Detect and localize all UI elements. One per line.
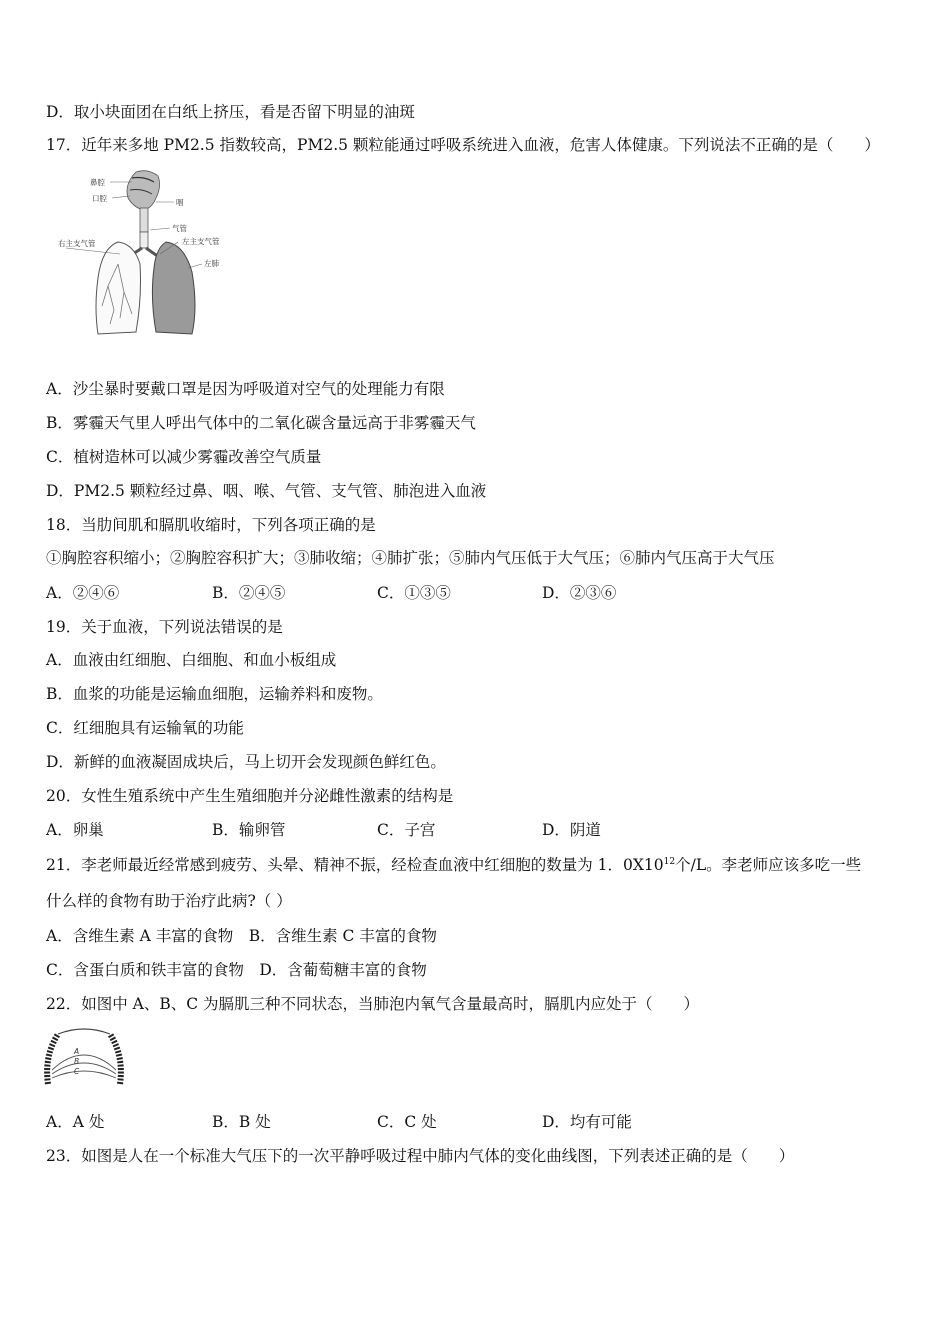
q21-stem-before: 21．李老师最近经常感到疲劳、头晕、精神不振，经检查血液中红细胞的数量为 1．0X10 [46, 856, 664, 874]
q22-option-d: D．均有可能 [542, 1113, 632, 1131]
q17-option-b: B．雾霾天气里人呼出气体中的二氧化碳含量远高于非雾霾天气 [46, 414, 476, 432]
q20-option-a: A．卵巢 [46, 821, 104, 839]
respiratory-system-figure [56, 168, 246, 340]
q22-option-a: A．A 处 [46, 1113, 105, 1131]
label-right-bronchus: 右主支气管 [58, 239, 96, 248]
label-left-lung: 左肺 [204, 259, 219, 268]
label-trachea: 气管 [172, 224, 187, 233]
label-nasal: 鼻腔 [90, 178, 105, 187]
label-b: B [74, 1057, 80, 1066]
diaphragm-figure [44, 1026, 124, 1086]
label-pharynx: 咽 [176, 198, 184, 207]
q18-option-c: C．①③⑤ [377, 584, 451, 602]
q19-option-b: B．血浆的功能是运输血细胞，运输养料和废物。 [46, 685, 383, 703]
q19-option-a: A．血液由红细胞、白细胞、和血小板组成 [46, 651, 337, 669]
q21-stem-line2: 什么样的食物有助于治疗此病?（ ） [46, 892, 292, 910]
q17-option-d: D．PM2.5 颗粒经过鼻、咽、喉、气管、支气管、肺泡进入血液 [46, 482, 487, 500]
q17-stem: 17．近年来多地 PM2.5 指数较高，PM2.5 颗粒能通过呼吸系统进入血液，危害人体健康。下列说法不正确的是（ ） [46, 136, 880, 154]
label-mouth: 口腔 [92, 194, 107, 203]
q18-option-a: A．②④⑥ [46, 584, 120, 602]
q22-option-c: C．C 处 [377, 1113, 437, 1131]
q17-option-a: A．沙尘暴时要戴口罩是因为呼吸道对空气的处理能力有限 [46, 380, 445, 398]
q21-options-row2: C．含蛋白质和铁丰富的食物 D．含葡萄糖丰富的食物 [46, 961, 427, 979]
q16-option-d: D．取小块面团在白纸上挤压，看是否留下明显的油斑 [46, 103, 415, 121]
q22-stem: 22．如图中 A、B、C 为膈肌三种不同状态，当肺泡内氧气含量最高时，膈肌内应处于（ ） [46, 995, 700, 1013]
q19-option-c: C．红细胞具有运输氧的功能 [46, 719, 244, 737]
q20-option-c: C．子宫 [377, 821, 436, 839]
q20-option-b: B．输卵管 [212, 821, 286, 839]
q17-option-c: C．植树造林可以减少雾霾改善空气质量 [46, 448, 322, 466]
label-a: A [74, 1047, 80, 1056]
q23-stem: 23．如图是人在一个标准大气压下的一次平静呼吸过程中肺内气体的变化曲线图，下列表述正确的是（ ） [46, 1147, 795, 1165]
q21-stem-exponent: 12 [663, 856, 676, 867]
label-c: C [74, 1067, 80, 1076]
q22-option-b: B．B 处 [212, 1113, 271, 1131]
q18-option-d: D．②③⑥ [542, 584, 617, 602]
q19-option-d: D．新鲜的血液凝固成块后，马上切开会发现颜色鲜红色。 [46, 753, 446, 771]
q18-option-b: B．②④⑤ [212, 584, 286, 602]
q21-stem-after: 个/L。李老师应该多吃一些 [675, 856, 862, 874]
q20-stem: 20．女性生殖系统中产生生殖细胞并分泌雌性激素的结构是 [46, 787, 454, 805]
q20-option-d: D．阴道 [542, 821, 601, 839]
q18-statements: ①胸腔容积缩小；②胸腔容积扩大；③肺收缩；④肺扩张；⑤肺内气压低于大气压；⑥肺内气压高于大气压 [46, 549, 775, 567]
label-left-bronchus: 左主支气管 [182, 237, 220, 246]
q19-stem: 19．关于血液，下列说法错误的是 [46, 618, 283, 636]
q18-stem: 18．当肋间肌和膈肌收缩时，下列各项正确的是 [46, 516, 376, 534]
q21-stem [46, 855, 861, 875]
q21-options-row1: A．含维生素 A 丰富的食物 B．含维生素 C 丰富的食物 [46, 927, 437, 945]
